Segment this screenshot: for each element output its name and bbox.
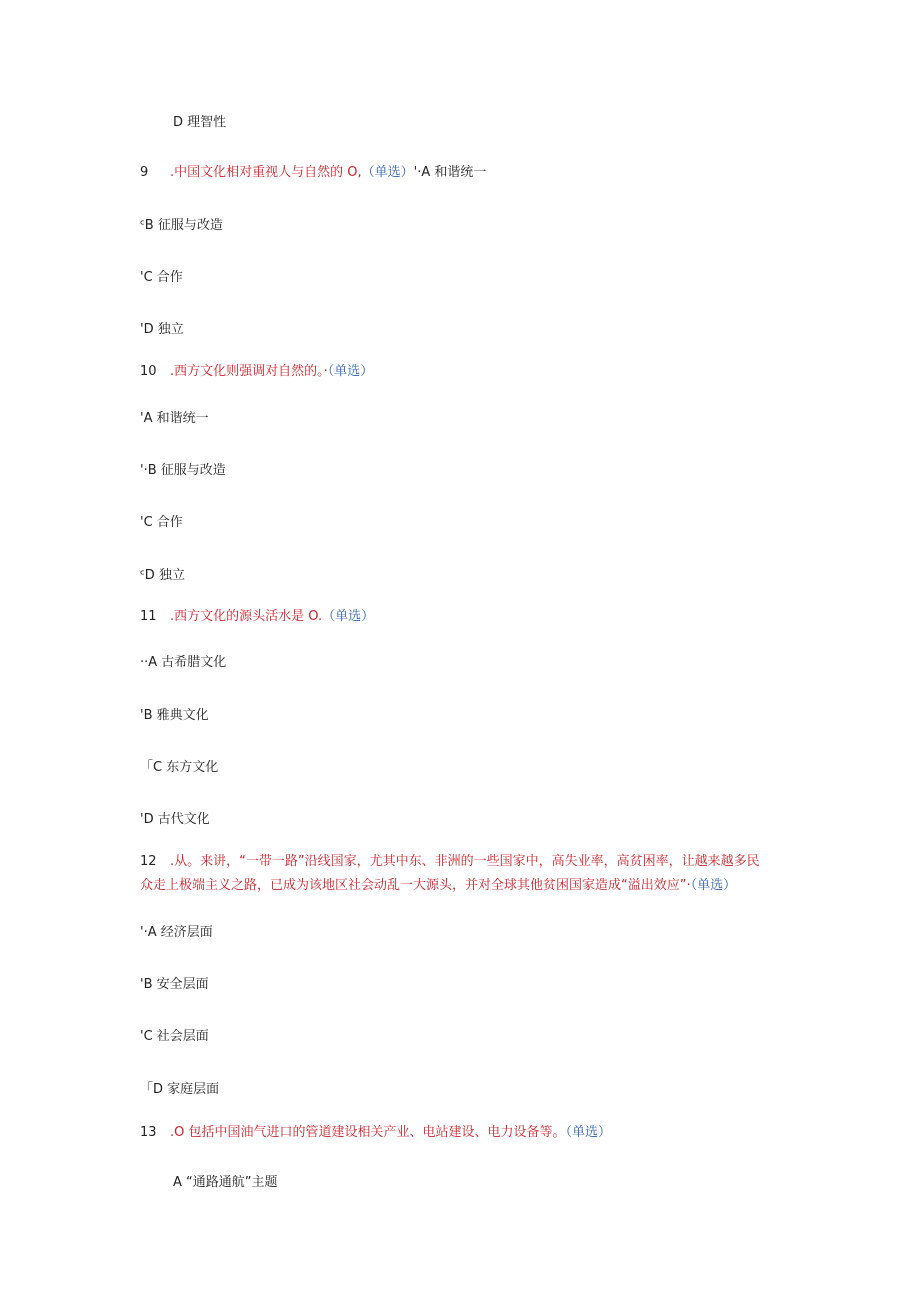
question-number: 11 <box>140 609 157 624</box>
question-number: 9 <box>140 165 149 180</box>
option-d-q11: 'D 古代文化 <box>140 812 210 827</box>
question-text-line1: .从。来讲，“一带一路”沿线国家，尤其中东、非洲的一些国家中，高失业率，高贫困率，让越来越多民 <box>170 854 760 869</box>
option-c-q10: 'C 合作 <box>140 515 183 530</box>
option-c-q9: 'C 合作 <box>140 270 183 285</box>
option-b-q11: 'B 雅典文化 <box>140 708 209 723</box>
question-type-tag: （单选） <box>327 364 374 379</box>
question-text: .中国文化相对重视人与自然的 O, <box>170 165 362 180</box>
question-11 <box>140 608 374 626</box>
option-b-q10: '·B 征服与改造 <box>140 463 226 478</box>
option-d-q10: ᶜD 独立 <box>140 568 185 583</box>
question-number: 12 <box>140 854 157 869</box>
question-text: .西方文化的源头活水是 O. <box>170 609 323 624</box>
question-12 <box>140 853 760 871</box>
option-a-q9: '·A 和谐统一 <box>413 165 487 180</box>
question-type-tag: （单选） <box>322 609 375 624</box>
question-type-tag: （单选） <box>361 165 414 180</box>
question-13 <box>140 1124 611 1142</box>
question-type-tag: （单选） <box>690 878 737 893</box>
question-9 <box>140 164 486 182</box>
option-a-q10: 'A 和谐统一 <box>140 411 209 426</box>
question-text-line2: 众走上极端主义之路，已成为该地区社会动乱一大源头，并对全球其他贫困国家造成“溢出效应”· <box>140 878 691 893</box>
question-number: 13 <box>140 1125 157 1140</box>
question-text: .O 包括中国油气进口的管道建设相关产业、电站建设、电力设备等。 <box>170 1125 566 1140</box>
question-text: .西方文化则强调对自然的。· <box>170 364 328 379</box>
option-c-q12: 'C 社会层面 <box>140 1029 209 1044</box>
option-a-q12: '·A 经济层面 <box>140 925 213 940</box>
option-c-q11: 「C 东方文化 <box>140 760 219 775</box>
question-number: 10 <box>140 364 157 379</box>
option-d-q8: D 理智性 <box>173 115 227 130</box>
option-b-q12: 'B 安全层面 <box>140 977 209 992</box>
option-d-q12: 「D 家庭层面 <box>140 1082 220 1097</box>
option-b-q9: ᶜB 征服与改造 <box>140 218 223 233</box>
option-a-q13: A “通路通航”主题 <box>173 1175 278 1190</box>
question-10 <box>140 363 373 381</box>
question-type-tag: （单选） <box>565 1125 612 1140</box>
option-d-q9: 'D 独立 <box>140 322 184 337</box>
question-12-cont <box>140 877 736 895</box>
option-a-q11: ··A 古希腊文化 <box>140 655 227 670</box>
